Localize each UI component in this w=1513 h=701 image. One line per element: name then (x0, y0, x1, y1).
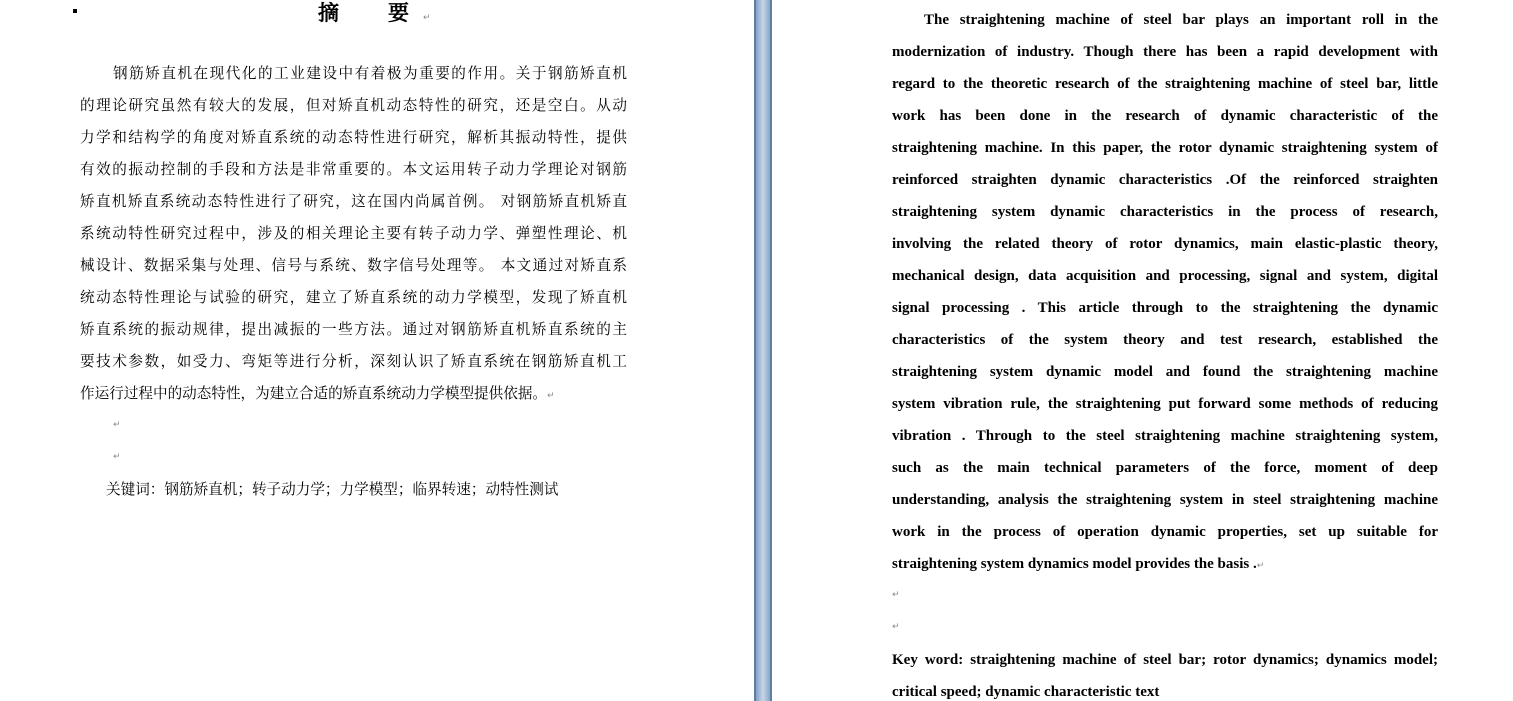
paragraph-line: The straightening machine of steel bar plays an important roll in the (924, 12, 1438, 28)
paragraph-line: signal processing . This article through to the straightening the dynamic (892, 300, 1438, 316)
left-page (0, 0, 754, 701)
paragraph-line: system vibration rule, the straightening put forward some methods of reducing (892, 396, 1438, 412)
paragraph-mark-icon: ↵ (1256, 561, 1265, 571)
paragraph-mark-icon: ↵ (547, 391, 555, 401)
paragraph-line: straightening system dynamic model and found the straightening machine (892, 364, 1438, 380)
abstract-title-text: 摘 要 (318, 1, 423, 25)
english-abstract-paragraph (892, 4, 1438, 580)
paragraph-line: involving the related theory of rotor dynamics, main elastic-plastic theory, (892, 236, 1438, 252)
chinese-abstract-paragraph (80, 58, 627, 410)
paragraph-line: regard to the theoretic research of the straightening machine of steel bar, little (892, 76, 1438, 92)
paragraph-line: work has been done in the research of dynamic characteristic of the (892, 108, 1438, 124)
paragraph-line: 钢筋矫直机在现代化的工业建设中有着极为重要的作用。关于钢筋矫直机 (113, 65, 627, 82)
chinese-keywords: 关键词：钢筋矫直机；转子动力学；力学模型；临界转速；动特性测试 (106, 481, 559, 498)
keyword-line: critical speed; dynamic characteristic text (892, 684, 1160, 700)
paragraph-mark-icon: ↵ (423, 13, 431, 23)
paragraph-line: 系统动特性研究过程中，涉及的相关理论主要有转子动力学、弹塑性理论、机 (80, 225, 627, 242)
paragraph-mark-icon: ↵ (113, 420, 121, 430)
abstract-title (318, 0, 431, 26)
paragraph-line: straightening machine. In this paper, the rotor dynamic straightening system of (892, 140, 1438, 156)
paragraph-line: modernization of industry. Though there has been a rapid development with (892, 44, 1438, 60)
paragraph-line: straightening system dynamic characteristics in the process of research, (892, 204, 1438, 220)
paragraph-line: 有效的振动控制的手段和方法是非常重要的。本文运用转子动力学理论对钢筋 (80, 161, 627, 178)
paragraph-line: 要技术参数，如受力、弯矩等进行分析，深刻认识了矫直系统在钢筋矫直机工 (80, 353, 627, 370)
right-page (772, 0, 1513, 701)
paragraph-mark-icon: ↵ (892, 622, 900, 632)
gutter-edge (754, 0, 756, 701)
paragraph-mark-icon: ↵ (113, 452, 121, 462)
paragraph-line (80, 378, 627, 410)
text-boundary-mark (73, 9, 77, 13)
paragraph-line-text: 作运行过程中的动态特性，为建立合适的矫直系统动力学模型提供依据。 (80, 385, 548, 402)
paragraph-line: reinforced straighten dynamic characteristics .Of the reinforced straighten (892, 172, 1438, 188)
keyword-line: Key word: straightening machine of steel bar; rotor dynamics; dynamics model; (892, 652, 1438, 668)
english-keywords (892, 644, 1438, 701)
paragraph-mark-icon: ↵ (892, 590, 900, 600)
paragraph-line: vibration . Through to the steel straightening machine straightening system, (892, 428, 1438, 444)
paragraph-line: 矫直机矫直系统动态特性进行了研究，这在国内尚属首例。 对钢筋矫直机矫直 (80, 193, 627, 210)
paragraph-line: work in the process of operation dynamic properties, set up suitable for (892, 524, 1438, 540)
page-gutter (754, 0, 772, 701)
paragraph-line: 械设计、数据采集与处理、信号与系统、数字信号处理等。 本文通过对矫直系 (80, 257, 627, 274)
paragraph-line: mechanical design, data acquisition and processing, signal and system, digital (892, 268, 1438, 284)
paragraph-line: 矫直系统的振动规律，提出减振的一些方法。通过对钢筋矫直机矫直系统的主 (80, 321, 627, 338)
paragraph-line-text: straightening system dynamics model provides the basis . (892, 556, 1257, 572)
paragraph-line (892, 548, 1438, 580)
paragraph-line: 的理论研究虽然有较大的发展，但对矫直机动态特性的研究，还是空白。从动 (80, 97, 627, 114)
paragraph-line: 统动态特性理论与试验的研究，建立了矫直系统的动力学模型，发现了矫直机 (80, 289, 627, 306)
paragraph-line: such as the main technical parameters of the force, moment of deep (892, 460, 1438, 476)
paragraph-line: characteristics of the system theory and test research, established the (892, 332, 1438, 348)
paragraph-line: understanding, analysis the straightening system in steel straightening machine (892, 492, 1438, 508)
paragraph-line: 力学和结构学的角度对矫直系统的动态特性进行研究，解析其振动特性，提供 (80, 129, 627, 146)
